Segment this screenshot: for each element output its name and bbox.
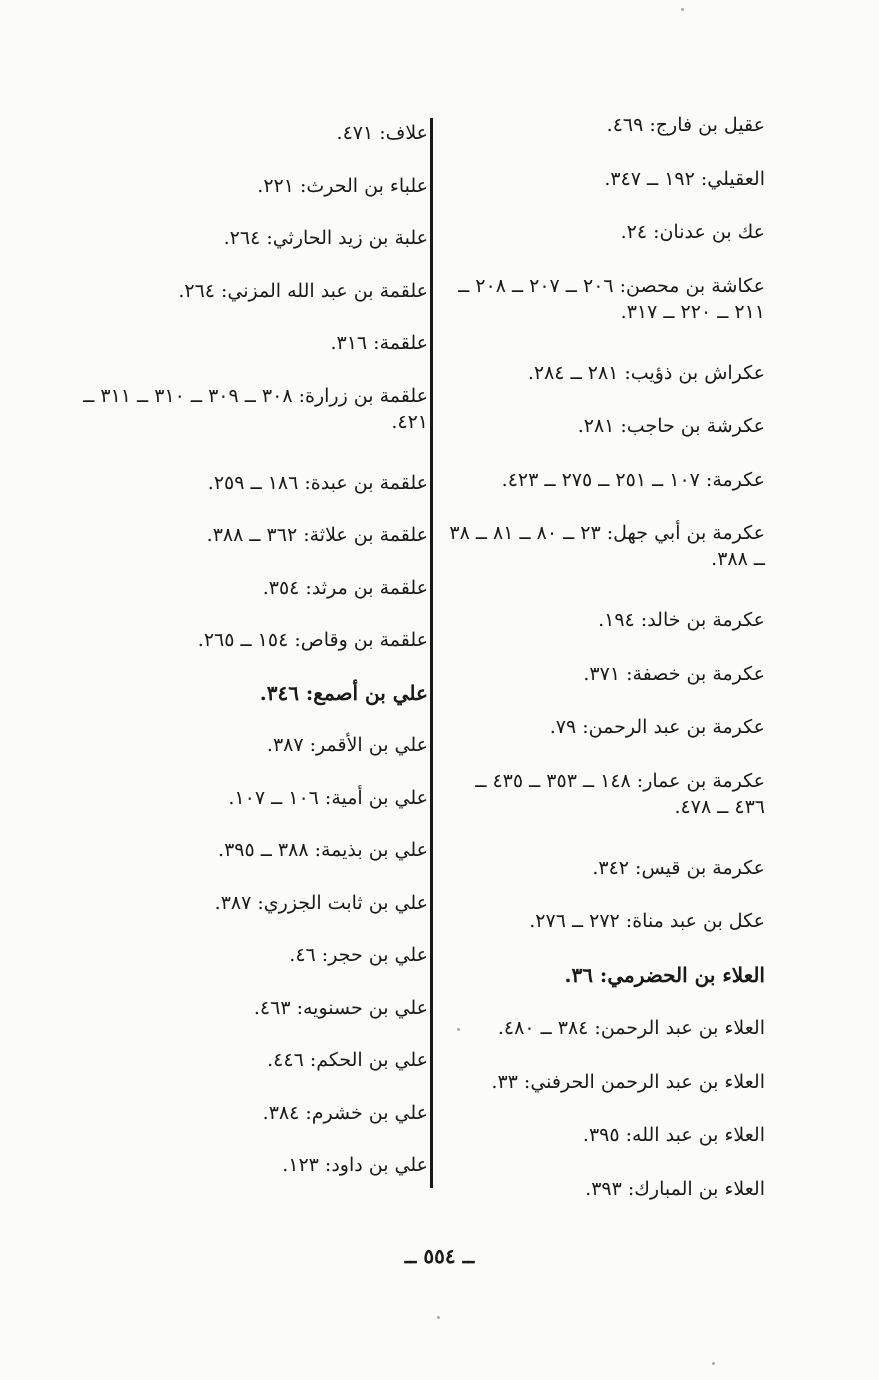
index-entry: علقمة بن زرارة: ٣٠٨ ــ ٣٠٩ ــ ٣١٠ ــ ٣١١ ــ ٤٢١. [83, 384, 428, 433]
index-entry: علقمة بن علاثة: ٣٦٢ ــ ٣٨٨. [206, 524, 428, 546]
index-entry: علقمة بن مرثد: ٣٥٤. [262, 576, 428, 599]
index-entry: عكرمة بن خالد: ١٩٤. [598, 609, 765, 631]
paper-speck [457, 1028, 460, 1031]
index-entry: العقيلي: ١٩٢ ــ ٣٤٧. [604, 167, 765, 190]
index-entry: علي بن أمية: ١٠٦ ــ ١٠٧. [228, 786, 428, 809]
index-entry: العلاء بن عبد الرحمن الحرفني: ٣٣. [491, 1070, 765, 1093]
index-entry: علي بن الأقمر: ٣٨٧. [266, 734, 428, 756]
index-entry: عك بن عدنان: ٢٤. [620, 221, 765, 243]
index-entry: علاف: ٤٧١. [336, 122, 428, 144]
index-entry: عكرمة بن أبي جهل: ٢٣ ــ ٨٠ ــ ٨١ ــ ٣٨ ــ ٣٨٨. [449, 522, 765, 570]
index-entry: العلاء بن الحضرمي: ٣٦. [564, 962, 765, 987]
index-entry: عكرمة بن عمار: ١٤٨ ــ ٣٥٣ ــ ٤٣٥ ــ ٤٣٦ ــ ٤٧٨. [475, 769, 765, 818]
index-entry: العلاء بن عبد الرحمن: ٣٨٤ ــ ٤٨٠. [497, 1017, 765, 1039]
index-entry: عكل بن عبد مناة: ٢٧٢ ــ ٢٧٦. [529, 910, 765, 932]
index-entry: علي بن خشرم: ٣٨٤. [262, 1101, 428, 1124]
paper-speck [437, 1316, 440, 1319]
index-entry: عكراش بن ذؤيب: ٢٨١ ــ ٢٨٤. [527, 361, 765, 384]
index-entry: عكرمة بن عبد الرحمن: ٧٩. [549, 716, 765, 738]
index-entry: العلاء بن المبارك: ٣٩٣. [585, 1177, 765, 1200]
index-entry: عكرمة بن خصفة: ٣٧١. [583, 662, 765, 685]
index-entry: عكرمة بن قيس: ٣٤٢. [592, 856, 765, 879]
index-entry: علقمة بن عبدة: ١٨٦ ــ ٢٥٩. [207, 471, 428, 494]
index-entry: علي بن الحكم: ٤٤٦. [267, 1049, 428, 1071]
index-entry: علقمة بن وقاص: ١٥٤ ــ ٢٦٥. [197, 629, 428, 651]
index-entry: علي بن ثابت الجزري: ٣٨٧. [214, 891, 428, 914]
index-entry: عقيل بن فارج: ٤٦٩. [606, 114, 765, 136]
index-entry: علباء بن الحرث: ٢٢١. [257, 174, 428, 197]
index-entry: علي بن أصمع: ٣٤٦. [259, 680, 428, 705]
index-entry: العلاء بن عبد الله: ٣٩٥. [582, 1124, 765, 1146]
index-entry: علي بن بذيمة: ٣٨٨ ــ ٣٩٥. [218, 839, 428, 861]
paper-speck [681, 8, 684, 11]
index-entry: علقمة بن عبد الله المزني: ٢٦٤. [178, 279, 428, 302]
index-entry: علي بن حسنويه: ٤٦٣. [253, 996, 428, 1019]
index-entry: علقمة: ٣١٦. [330, 332, 428, 354]
paper-speck [712, 1362, 715, 1365]
index-entry: علبة بن زيد الحارثي: ٢٦٤. [223, 227, 428, 249]
page-number: ــ ٥٥٤ ــ [404, 1244, 475, 1268]
index-entry: علي بن داود: ١٢٣. [282, 1154, 428, 1176]
index-entry: عكرشة بن حاجب: ٢٨١. [577, 415, 765, 437]
index-entry: عكاشة بن محصن: ٢٠٦ ــ ٢٠٧ ــ ٢٠٨ ــ ٢١١ ــ ٢٢٠ ــ ٣١٧. [458, 274, 765, 323]
column-divider [430, 118, 433, 1188]
index-entry: علي بن حجر: ٤٦. [289, 944, 428, 966]
index-entry: عكرمة: ١٠٧ ــ ٢٥١ ــ ٢٧٥ ــ ٤٢٣. [501, 468, 765, 491]
